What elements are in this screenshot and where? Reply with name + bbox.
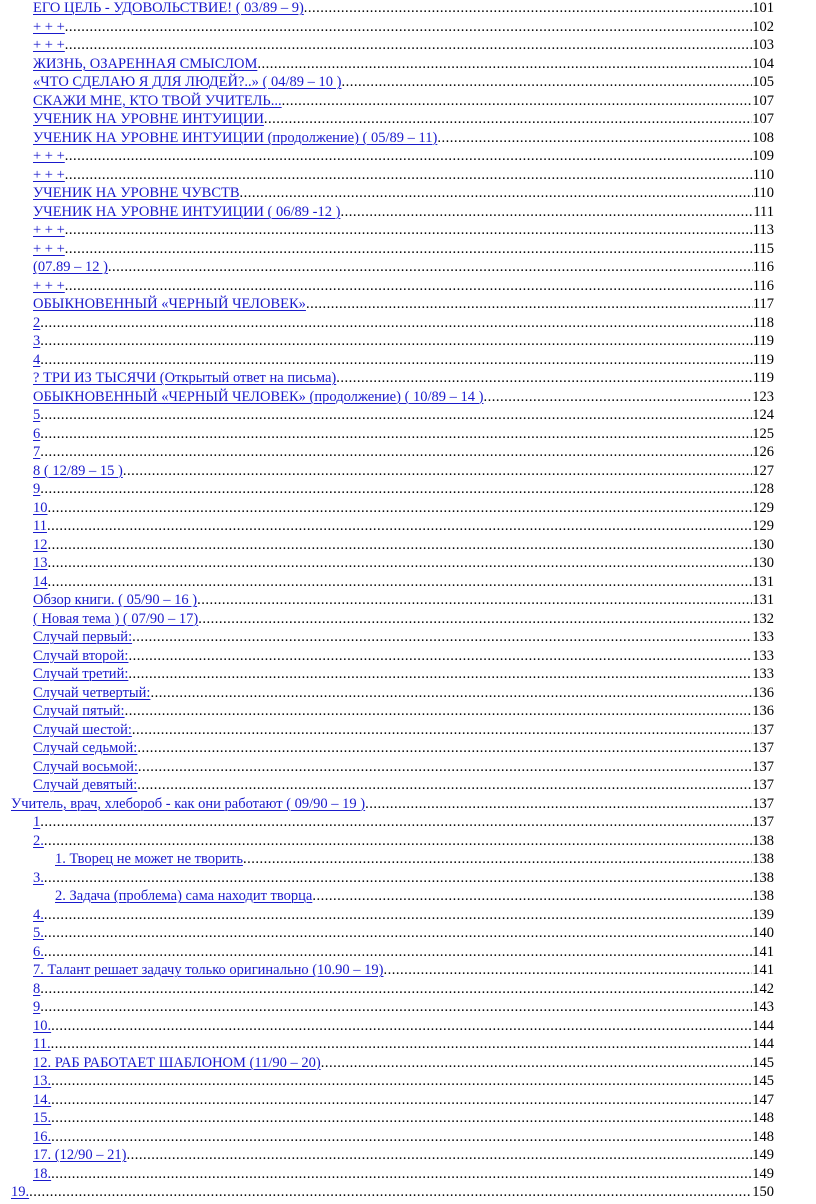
toc-entry-link[interactable]: 7 [33, 444, 41, 460]
toc-dot-leader [312, 887, 752, 906]
toc-dot-leader [137, 776, 752, 795]
toc-entry[interactable] [0, 221, 816, 240]
toc-entry[interactable] [0, 147, 816, 166]
toc-entry-link[interactable]: + + + [33, 222, 65, 238]
toc-dot-leader [384, 961, 753, 980]
toc-dot-leader [197, 591, 752, 610]
toc-page-number: 145 [752, 1054, 774, 1071]
toc-entry[interactable] [0, 277, 816, 296]
toc-entry-link[interactable]: Случай восьмой: [33, 758, 138, 775]
toc-entry[interactable] [0, 258, 816, 277]
toc-dot-leader [29, 1183, 752, 1202]
toc-entry-link[interactable]: ОБЫКНОВЕННЫЙ «ЧЕРНЫЙ ЧЕЛОВЕК» (продолжение) ( 10/89 – 14 ) [33, 388, 484, 405]
toc-entry-link[interactable]: (07.89 – 12 ) [33, 259, 108, 275]
toc-entry[interactable] [0, 610, 816, 629]
toc-dot-leader [51, 1109, 752, 1128]
toc-entry-link[interactable]: 6 [33, 425, 41, 442]
toc-dot-leader [437, 129, 752, 148]
toc-entry-link[interactable]: 15. [33, 1110, 52, 1126]
toc-page-number: 108 [752, 129, 774, 146]
toc-page-number: 137 [752, 795, 774, 812]
toc-dot-leader [257, 55, 752, 74]
toc-entry-link[interactable]: Случай пятый: [33, 703, 125, 719]
toc-page-number: 133 [752, 666, 774, 682]
toc-dot-leader [65, 18, 752, 37]
toc-page-number: 131 [752, 573, 774, 590]
toc-entry[interactable] [0, 332, 816, 351]
toc-entry-link[interactable]: 2. [33, 832, 44, 849]
toc-entry[interactable] [0, 110, 816, 129]
toc-dot-leader [132, 721, 752, 740]
toc-entry[interactable] [0, 906, 816, 925]
toc-entry[interactable] [0, 1017, 816, 1036]
toc-entry-link[interactable]: 8 ( 12/89 – 15 ) [33, 462, 123, 479]
toc-page-number: 137 [752, 777, 774, 793]
toc-entry[interactable] [0, 943, 816, 962]
toc-dot-leader [51, 1128, 752, 1147]
toc-entry-link[interactable]: + + + [33, 166, 65, 183]
toc-entry-link[interactable]: 14 [33, 573, 48, 590]
toc-entry[interactable] [0, 869, 816, 888]
toc-entry-link[interactable]: 10. [33, 1017, 52, 1034]
toc-page-number: 133 [752, 629, 774, 645]
toc-dot-leader [51, 1017, 752, 1036]
toc-entry[interactable] [0, 536, 816, 555]
toc-entry-link[interactable]: 14. [33, 1091, 52, 1108]
toc-entry[interactable] [0, 480, 816, 499]
toc-page-number: 103 [752, 37, 774, 53]
toc-entry[interactable] [0, 0, 816, 18]
toc-dot-leader [123, 462, 752, 481]
toc-entry[interactable] [0, 55, 816, 74]
toc-entry[interactable] [0, 739, 816, 758]
toc-dot-leader [65, 240, 753, 259]
toc-dot-leader [44, 869, 752, 888]
toc-page-number: 123 [752, 388, 774, 405]
toc-entry-link[interactable]: 4 [33, 351, 41, 368]
toc-page-number: 111 [753, 203, 774, 220]
toc-page-number: 104 [752, 55, 774, 72]
toc-entry-link[interactable]: ЕГО ЦЕЛЬ - УДОВОЛЬСТВИЕ! ( 03/89 – 9) [33, 0, 304, 16]
toc-entry-link[interactable]: УЧЕНИК НА УРОВНЕ ИНТУИЦИИ [33, 111, 264, 127]
toc-entry[interactable] [0, 388, 816, 407]
toc-entry-link[interactable]: Случай четвертый: [33, 684, 151, 701]
toc-entry-link[interactable]: 18. [33, 1165, 52, 1182]
toc-dot-leader [40, 332, 753, 351]
toc-page-number: 115 [752, 240, 774, 257]
toc-entry-link[interactable]: 6. [33, 943, 44, 960]
toc-dot-leader [40, 813, 752, 832]
toc-entry-link[interactable]: 12 [33, 536, 48, 553]
toc-dot-leader [128, 665, 752, 684]
toc-page-number: 102 [752, 18, 774, 35]
toc-entry[interactable] [0, 1165, 816, 1184]
toc-dot-leader [264, 110, 752, 129]
toc-dot-leader [321, 1054, 753, 1073]
toc-entry[interactable] [0, 813, 816, 832]
toc-entry[interactable] [0, 73, 816, 92]
toc-page-number: 143 [752, 999, 774, 1015]
toc-page-number: 137 [752, 758, 774, 775]
toc-entry[interactable] [0, 721, 816, 740]
toc-dot-leader [40, 443, 752, 462]
toc-entry-link[interactable]: 3 [33, 333, 41, 349]
toc-entry-link[interactable]: 8 [33, 980, 41, 997]
toc-page-number: 145 [752, 1073, 774, 1089]
toc-entry-link[interactable]: Учитель, врач, хлебороб - как они работают ( 09/90 – 19 ) [11, 795, 366, 812]
toc-page-number: 137 [752, 740, 774, 756]
toc-entry[interactable] [0, 499, 816, 518]
toc-entry-link[interactable]: 9 [33, 481, 41, 497]
toc-entry[interactable] [0, 850, 816, 869]
toc-dot-leader [150, 684, 752, 703]
toc-entry-link[interactable]: 11 [33, 518, 47, 534]
toc-entry-link[interactable]: Случай шестой: [33, 721, 132, 738]
toc-page-number: 109 [752, 148, 774, 164]
toc-page-number: 110 [752, 185, 774, 201]
toc-dot-leader [48, 536, 753, 555]
toc-page-number: 116 [752, 259, 774, 275]
toc-dot-leader [240, 184, 753, 203]
toc-entry-link[interactable]: 2. Задача (проблема) сама находит творца [55, 888, 313, 904]
toc-entry-link[interactable]: + + + [33, 277, 65, 294]
toc-page-number: 119 [752, 351, 774, 368]
toc-dot-leader [44, 924, 752, 943]
toc-dot-leader [484, 388, 753, 407]
toc-entry[interactable] [0, 758, 816, 777]
toc-page-number: 138 [752, 851, 774, 867]
toc-page-number: 128 [752, 481, 774, 497]
toc-dot-leader [304, 0, 752, 18]
toc-entry-link[interactable]: 9 [33, 999, 41, 1015]
toc-entry[interactable] [0, 980, 816, 999]
toc-entry[interactable] [0, 665, 816, 684]
toc-dot-leader [51, 1072, 752, 1091]
toc-entry-link[interactable]: ОБЫКНОВЕННЫЙ «ЧЕРНЫЙ ЧЕЛОВЕК» [33, 296, 306, 312]
toc-dot-leader [44, 943, 752, 962]
toc-page-number: 148 [752, 1110, 774, 1126]
toc-page-number: 149 [752, 1165, 774, 1182]
toc-dot-leader [40, 314, 753, 333]
toc-entry[interactable] [0, 1035, 816, 1054]
toc-dot-leader [306, 295, 753, 314]
toc-page-number: 138 [752, 832, 774, 849]
toc-entry-link[interactable]: 5 [33, 407, 41, 423]
toc-entry[interactable] [0, 924, 816, 943]
toc-entry-link[interactable]: + + + [33, 240, 65, 257]
toc-dot-leader [126, 1146, 752, 1165]
toc-dot-leader [341, 73, 752, 92]
toc-entry[interactable] [0, 832, 816, 851]
toc-entry[interactable] [0, 887, 816, 906]
toc-entry-link[interactable]: Случай девятый: [33, 777, 138, 793]
toc-dot-leader [65, 277, 753, 296]
toc-entry[interactable] [0, 203, 816, 222]
toc-dot-leader [336, 369, 753, 388]
toc-page-number: 149 [752, 1147, 774, 1163]
toc-dot-leader [40, 406, 752, 425]
toc-entry[interactable] [0, 425, 816, 444]
toc-entry-link[interactable]: 4. [33, 906, 44, 923]
toc-dot-leader [128, 647, 752, 666]
toc-entry-link[interactable]: 17. (12/90 – 21) [33, 1147, 127, 1163]
toc-page-number: 129 [752, 518, 774, 534]
toc-dot-leader [44, 906, 752, 925]
toc-entry-link[interactable]: 2 [33, 314, 41, 331]
toc-dot-leader [40, 351, 753, 370]
toc-dot-leader [40, 480, 752, 499]
toc-page-number: 130 [752, 555, 774, 571]
toc-entry-link[interactable]: ? ТРИ ИЗ ТЫСЯЧИ (Открытый ответ на письма) [33, 370, 337, 386]
toc-entry[interactable] [0, 1054, 816, 1073]
toc-entry[interactable] [0, 647, 816, 666]
toc-page-number: 119 [752, 370, 774, 386]
toc-page-number: 132 [752, 610, 774, 627]
toc-entry[interactable] [0, 18, 816, 37]
toc-entry[interactable] [0, 795, 816, 814]
toc-dot-leader [44, 832, 752, 851]
toc-entry-link[interactable]: Случай первый: [33, 629, 133, 645]
toc-page-number: 117 [752, 296, 774, 312]
toc-page-number: 150 [752, 1184, 774, 1200]
toc-entry-link[interactable]: ( Новая тема ) ( 07/90 – 17) [33, 610, 199, 627]
toc-entry[interactable] [0, 517, 816, 536]
toc-dot-leader [48, 499, 753, 518]
toc-page-number: 129 [752, 499, 774, 516]
toc-entry-link[interactable]: УЧЕНИК НА УРОВНЕ ИНТУИЦИИ ( 06/89 -12 ) [33, 203, 341, 220]
toc-page-number: 148 [752, 1128, 774, 1145]
toc-page-number: 136 [752, 703, 774, 719]
toc-entry[interactable] [0, 776, 816, 795]
toc-dot-leader [48, 554, 753, 573]
toc-dot-leader [198, 610, 752, 629]
toc-entry-link[interactable]: «ЧТО СДЕЛАЮ Я ДЛЯ ЛЮДЕЙ?..» ( 04/89 – 10 ) [33, 74, 342, 90]
toc-page-number: 141 [752, 962, 774, 978]
toc-entry-link[interactable]: 3. [33, 869, 44, 886]
toc-entry[interactable] [0, 240, 816, 259]
toc-entry-link[interactable]: + + + [33, 37, 65, 53]
toc-page-number: 133 [752, 647, 774, 664]
toc-page-number: 107 [752, 111, 774, 127]
toc-dot-leader [132, 628, 752, 647]
toc-entry-link[interactable]: 12. РАБ РАБОТАЕТ ШАБЛОНОМ (11/90 – 20) [33, 1054, 321, 1071]
toc-entry[interactable] [0, 684, 816, 703]
toc-page-number: 140 [752, 925, 774, 941]
toc-entry-link[interactable]: 1 [33, 814, 41, 830]
toc-entry-link[interactable]: 13 [33, 555, 48, 571]
toc-dot-leader [108, 258, 753, 277]
toc-entry[interactable] [0, 1072, 816, 1091]
toc-page-number: 130 [752, 536, 774, 553]
toc-page-number: 124 [752, 407, 774, 423]
toc-dot-leader [40, 425, 752, 444]
toc-entry[interactable] [0, 295, 816, 314]
toc-page-number: 107 [752, 92, 774, 109]
toc-entry[interactable] [0, 998, 816, 1017]
toc-page-number: 110 [752, 166, 774, 183]
toc-entry[interactable] [0, 462, 816, 481]
toc-entry-link[interactable]: 13. [33, 1073, 52, 1089]
toc-entry[interactable] [0, 628, 816, 647]
toc-entry-link[interactable]: Случай второй: [33, 647, 129, 664]
toc-page-number: 147 [752, 1091, 774, 1108]
toc-page-number: 141 [752, 943, 774, 960]
toc-page-number: 127 [752, 462, 774, 479]
toc-page-number: 113 [752, 222, 774, 238]
toc-entry-link[interactable]: 19. [11, 1184, 30, 1200]
toc-entry[interactable] [0, 443, 816, 462]
toc-entry-link[interactable]: СКАЖИ МНЕ, КТО ТВОЙ УЧИТЕЛЬ... [33, 92, 282, 109]
toc-page-number: 126 [752, 444, 774, 460]
toc-entry-link[interactable]: ЖИЗНЬ, ОЗАРЕННАЯ СМЫСЛОМ [33, 55, 258, 72]
toc-entry-link[interactable]: 7. Талант решает задачу только оригинально (10.90 – 19) [33, 962, 384, 978]
toc-dot-leader [48, 573, 753, 592]
toc-entry-link[interactable]: УЧЕНИК НА УРОВНЕ ЧУВСТВ [33, 185, 240, 201]
toc-dot-leader [243, 850, 752, 869]
toc-page-number: 139 [752, 906, 774, 923]
toc-dot-leader [51, 1165, 752, 1184]
toc-entry[interactable] [0, 573, 816, 592]
toc-page-number: 125 [752, 425, 774, 442]
toc-entry-link[interactable]: 11. [33, 1036, 51, 1052]
toc-page-number: 144 [752, 1036, 774, 1052]
toc-entry-link[interactable]: 1. Творец не может не творить [55, 851, 243, 867]
toc-dot-leader [47, 517, 752, 536]
toc-entry[interactable] [0, 1146, 816, 1165]
toc-dot-leader [40, 980, 752, 999]
toc-entry-link[interactable]: 5. [33, 925, 44, 941]
toc-entry[interactable] [0, 1091, 816, 1110]
toc-entry[interactable] [0, 184, 816, 203]
toc-dot-leader [51, 1035, 753, 1054]
toc-page-number: 144 [752, 1017, 774, 1034]
toc-entry-link[interactable]: 10 [33, 499, 48, 516]
toc-dot-leader [65, 36, 752, 55]
toc-page-number: 142 [752, 980, 774, 997]
toc-entry[interactable] [0, 129, 816, 148]
toc-page-number: 138 [752, 869, 774, 886]
toc-entry-link[interactable]: Случай третий: [33, 666, 129, 682]
toc-dot-leader [138, 758, 752, 777]
toc-dot-leader [125, 702, 753, 721]
toc-entry[interactable] [0, 92, 816, 111]
toc-entry[interactable] [0, 1183, 816, 1202]
toc-page-number: 131 [752, 592, 774, 608]
toc-entry[interactable] [0, 591, 816, 610]
toc-page-number: 138 [752, 888, 774, 904]
toc-dot-leader [65, 221, 753, 240]
toc-dot-leader [65, 166, 753, 185]
toc-entry-link[interactable]: Случай седьмой: [33, 740, 138, 756]
toc-dot-leader [365, 795, 752, 814]
toc-entry-link[interactable]: Обзор книги. ( 05/90 – 16 ) [33, 592, 198, 608]
toc-dot-leader [51, 1091, 752, 1110]
toc-page-number: 137 [752, 721, 774, 738]
toc-entry[interactable] [0, 1109, 816, 1128]
toc-page-number: 137 [752, 814, 774, 830]
toc-entry[interactable] [0, 554, 816, 573]
toc-page-number: 119 [752, 333, 774, 349]
toc-page-number: 105 [752, 74, 774, 90]
toc-entry-link[interactable]: УЧЕНИК НА УРОВНЕ ИНТУИЦИИ (продолжение) ( 05/89 – 11) [33, 129, 438, 146]
toc-entry-link[interactable]: 16. [33, 1128, 52, 1145]
toc-entry[interactable] [0, 369, 816, 388]
toc-entry[interactable] [0, 961, 816, 980]
toc-dot-leader [282, 92, 753, 111]
toc-page-number: 116 [752, 277, 774, 294]
toc-dot-leader [340, 203, 753, 222]
toc-entry[interactable] [0, 166, 816, 185]
toc-entry[interactable] [0, 1128, 816, 1147]
toc-entry-link[interactable]: + + + [33, 18, 65, 35]
toc-entry[interactable] [0, 314, 816, 333]
toc-page-number: 101 [752, 0, 774, 16]
toc-entry[interactable] [0, 351, 816, 370]
toc-entry[interactable] [0, 702, 816, 721]
toc-dot-leader [137, 739, 752, 758]
toc-entry[interactable] [0, 36, 816, 55]
toc-dot-leader [65, 147, 752, 166]
toc-page-number: 118 [752, 314, 774, 331]
toc-entry[interactable] [0, 406, 816, 425]
toc-page-number: 136 [752, 684, 774, 701]
toc-entry-link[interactable]: + + + [33, 148, 65, 164]
toc-dot-leader [40, 998, 752, 1017]
